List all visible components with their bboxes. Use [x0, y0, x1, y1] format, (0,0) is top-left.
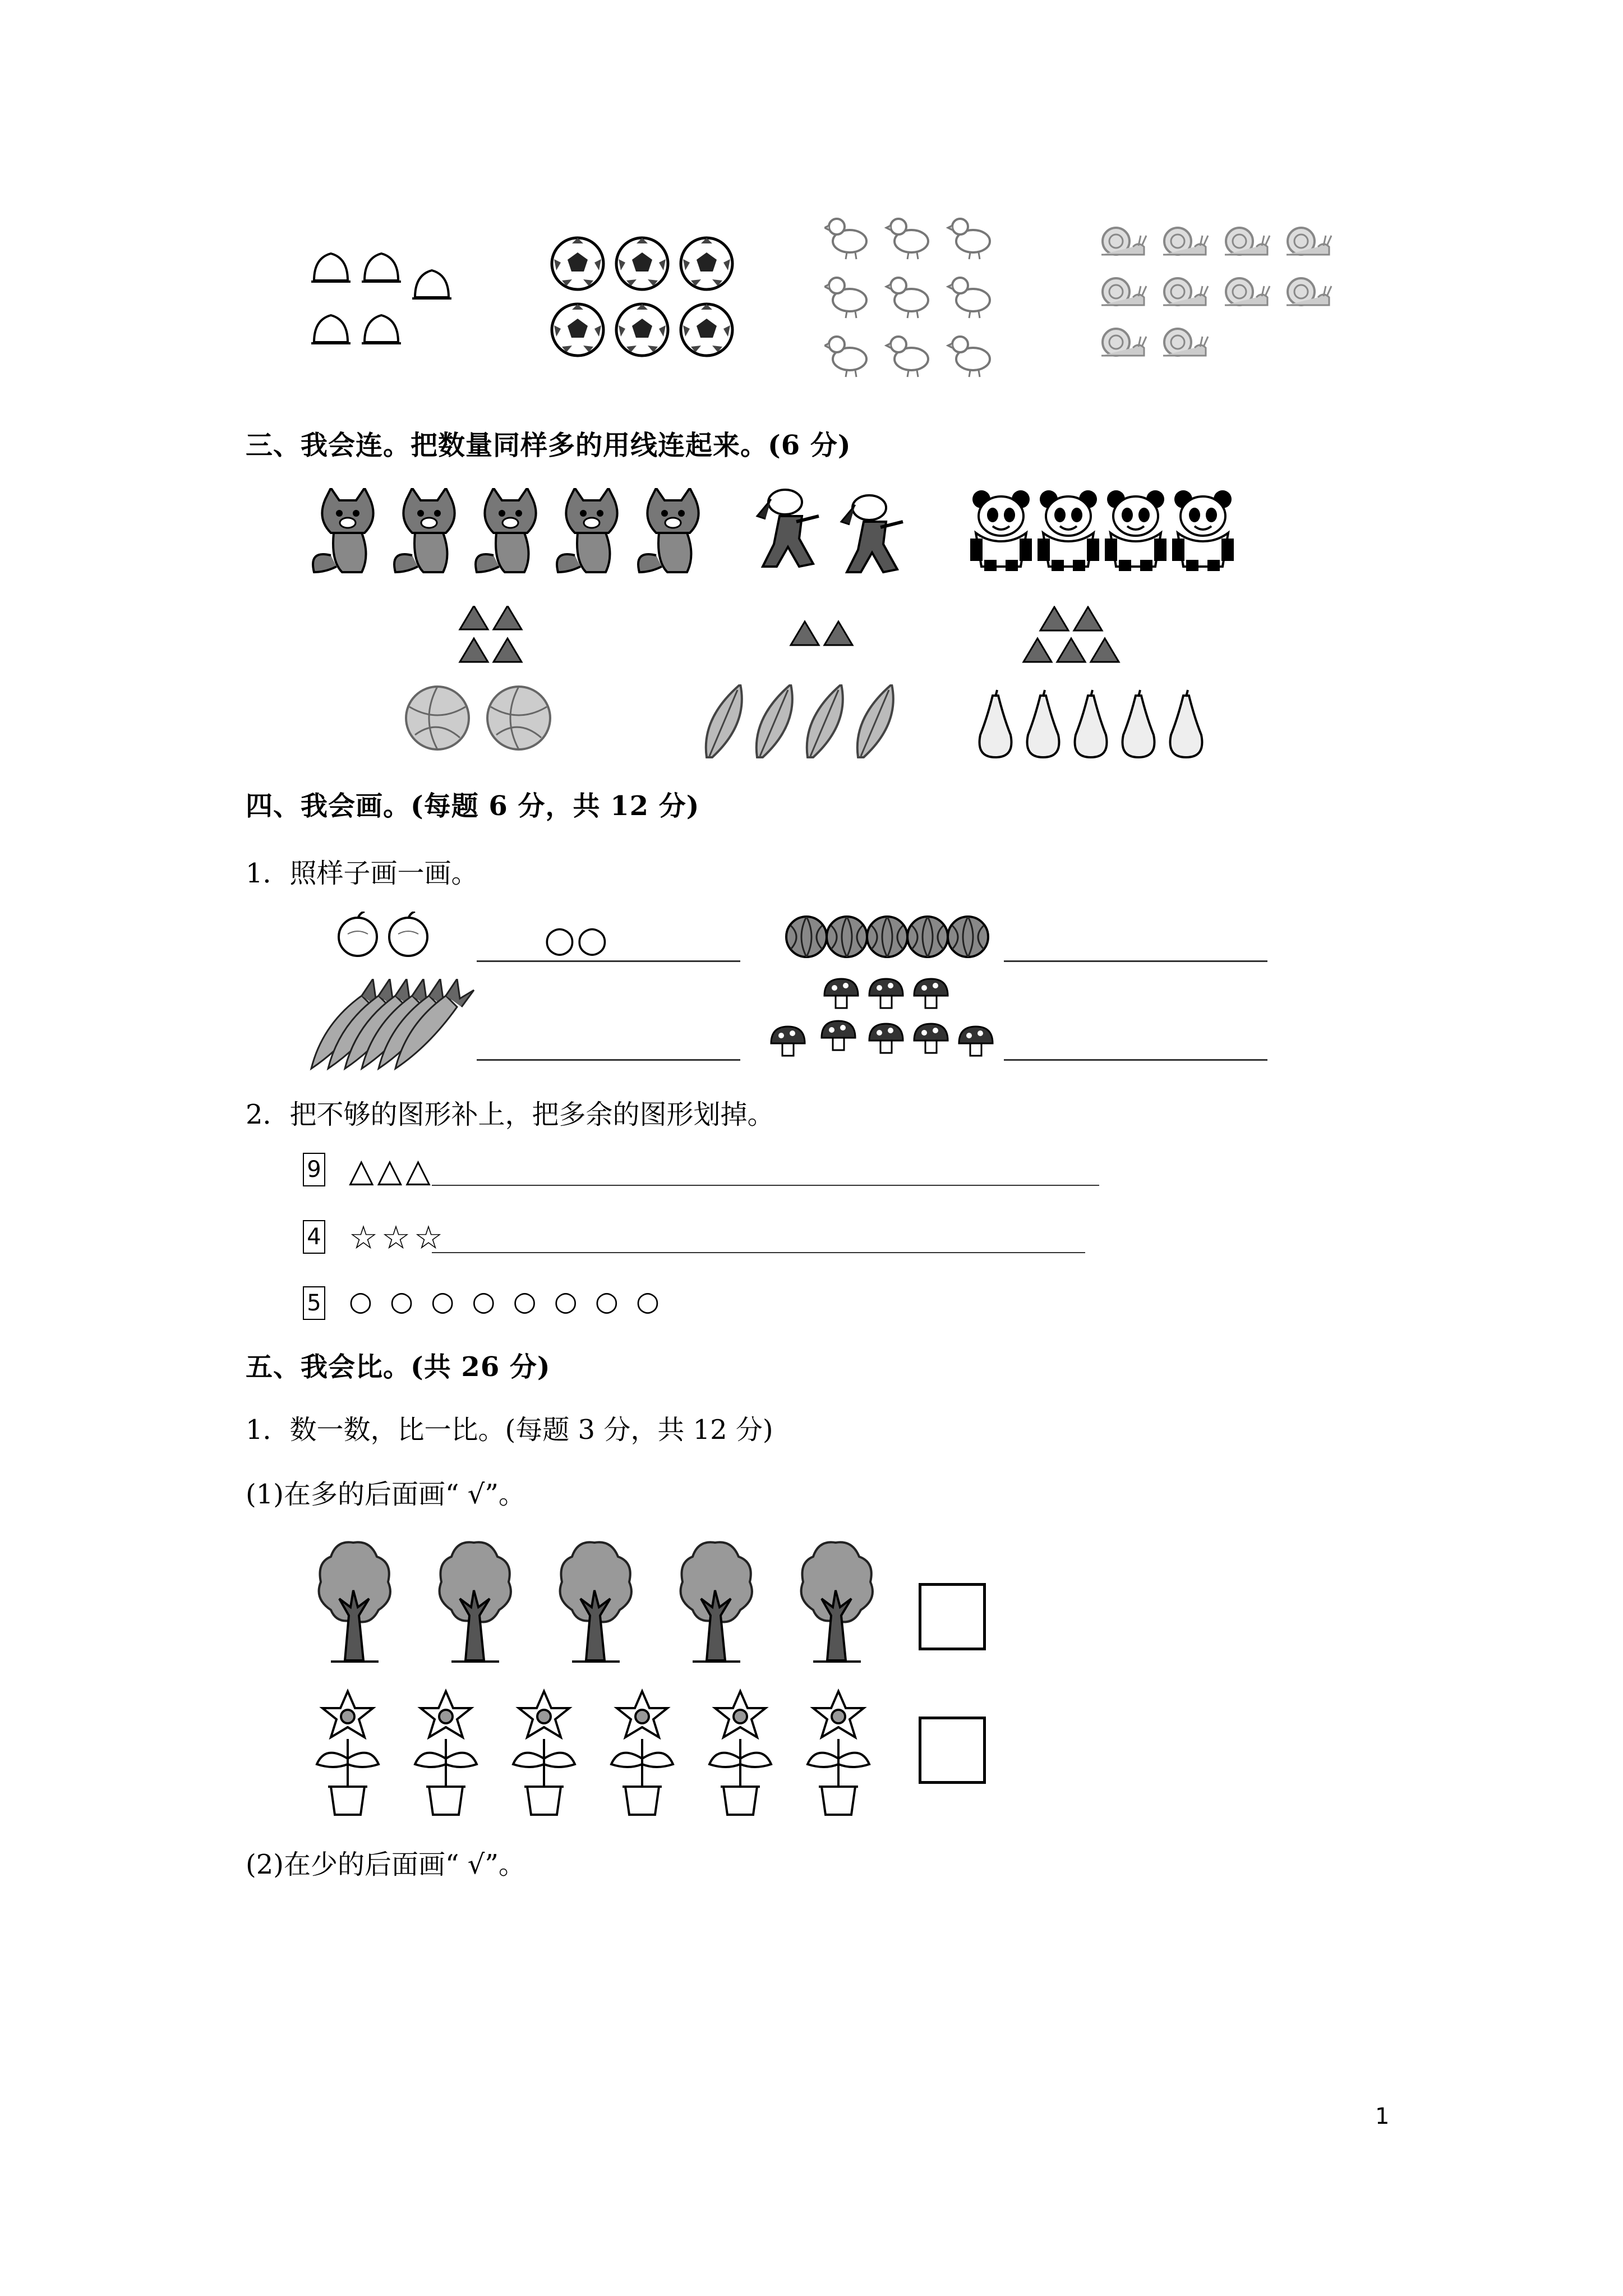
triangle-icon: [494, 606, 522, 629]
q2-triangles: △△△: [349, 1151, 434, 1189]
q2-circles: ○ ○ ○ ○ ○ ○ ○ ○: [349, 1286, 664, 1317]
section5-question-1: 1．数一数，比一比。(每题 3 分，共 12 分): [246, 1414, 773, 1446]
mushroom-icon: [959, 1027, 993, 1056]
tree-icon: [560, 1542, 631, 1662]
section4-question-2: 2．把不够的图形补上，把多余的图形划掉。: [246, 1099, 774, 1130]
soccer-ball-icon: [681, 238, 732, 289]
pear-icon: [1075, 690, 1107, 757]
section4-question-1: 1．照样子画一画。: [246, 858, 478, 889]
watermelon-icon: [907, 917, 948, 957]
section4-title: 四、我会画。(每题 6 分，共 12 分): [246, 790, 700, 822]
snail-icon: [1101, 228, 1146, 255]
watermelon-group: [785, 914, 1015, 965]
watermelon-icon: [948, 917, 988, 957]
peach-icon: [311, 315, 351, 343]
duck-icon: [824, 278, 866, 318]
peach-icon: [412, 270, 451, 298]
snail-icon: [1225, 228, 1270, 255]
pear-icon: [1170, 690, 1202, 757]
basketball-icon: [487, 687, 550, 749]
peach-icon: [362, 315, 401, 343]
snail-icon: [1287, 278, 1331, 305]
apple-icon: [389, 912, 427, 956]
apple-group: [336, 912, 449, 962]
leaf-icon: [857, 684, 893, 757]
soccer-ball-icon: [681, 304, 732, 356]
fox-icon: [476, 488, 536, 572]
duck-icon: [824, 219, 866, 259]
snail-icon: [1163, 228, 1208, 255]
answer-box-flowers[interactable]: [919, 1717, 986, 1784]
fox-group: [308, 488, 746, 583]
mushroom-icon: [869, 1024, 903, 1053]
q2-line-1[interactable]: [432, 1185, 1099, 1186]
dog-icon: [757, 490, 819, 567]
snail-icon: [1163, 278, 1208, 305]
flower-pot-group: [311, 1686, 900, 1820]
triangle-group-2: [791, 622, 852, 645]
leaf-icon: [757, 684, 792, 757]
mushroom-icon: [869, 979, 903, 1008]
triangle-group-4: [460, 606, 522, 662]
snail-group: [1099, 224, 1352, 393]
triangle-icon: [1040, 607, 1068, 631]
duck-icon: [886, 278, 928, 318]
basketball-icon: [406, 687, 469, 749]
tree-icon: [440, 1542, 511, 1662]
duck-icon: [886, 219, 928, 259]
panda-group: [970, 488, 1251, 578]
tree-icon: [319, 1542, 390, 1662]
flower-pot-icon: [709, 1691, 771, 1815]
triangle-icon: [1091, 638, 1119, 662]
sample-answer: ○○: [544, 919, 609, 960]
mushroom-icon: [771, 1027, 805, 1056]
triangle-icon: [1023, 638, 1052, 662]
section5-title: 五、我会比。(共 26 分): [246, 1351, 551, 1383]
mushroom-icon: [822, 1021, 855, 1050]
flower-pot-icon: [611, 1691, 673, 1815]
triangle-groups: [449, 606, 1178, 673]
page-number: 1: [1375, 2104, 1390, 2129]
snail-icon: [1225, 278, 1270, 305]
dog-icon: [841, 495, 903, 572]
watermelon-icon: [867, 917, 907, 957]
leaf-icon: [807, 684, 843, 757]
peach-icon: [311, 254, 351, 282]
watermelon-icon: [827, 917, 867, 957]
answer-line-2[interactable]: [1004, 960, 1267, 962]
flower-pot-icon: [415, 1691, 477, 1815]
leaf-icon: [706, 684, 742, 757]
mushroom-group: [768, 976, 1009, 1071]
soccer-ball-icon: [616, 238, 668, 289]
triangle-icon: [494, 638, 522, 662]
top-illustration-row: [303, 213, 1346, 398]
section5-question-1b: (2)在少的后面画“ √”。: [246, 1849, 525, 1880]
tree-icon: [681, 1542, 752, 1662]
section5-question-1a: (1)在多的后面画“ √”。: [246, 1479, 525, 1510]
panda-icon: [1038, 490, 1099, 571]
triangle-icon: [460, 606, 488, 629]
section3-objects-row: [404, 684, 1245, 763]
soccer-ball-icon: [552, 304, 603, 356]
flower-pot-icon: [808, 1691, 869, 1815]
duck-icon: [948, 278, 990, 318]
fox-icon: [394, 488, 455, 572]
duck-icon: [886, 337, 928, 377]
q2-line-2[interactable]: [432, 1252, 1085, 1253]
panda-icon: [1172, 490, 1234, 571]
q2-stars: ☆☆☆: [349, 1218, 446, 1257]
fox-icon: [313, 488, 374, 572]
duck-icon: [948, 337, 990, 377]
soccer-ball-icon: [552, 238, 603, 289]
triangle-icon: [791, 622, 819, 645]
panda-icon: [970, 490, 1032, 571]
panda-icon: [1105, 490, 1166, 571]
fox-icon: [638, 488, 699, 572]
q2-number-box: 5: [303, 1286, 325, 1320]
tree-icon: [801, 1542, 873, 1662]
pear-icon: [1027, 690, 1059, 757]
carrot-group: [306, 979, 485, 1074]
triangle-icon: [460, 638, 488, 662]
snail-icon: [1163, 329, 1208, 356]
mushroom-icon: [914, 979, 948, 1008]
q2-number-box: 9: [303, 1153, 325, 1186]
dog-group: [746, 482, 925, 583]
apple-icon: [339, 912, 377, 956]
mushroom-icon: [914, 1024, 948, 1053]
snail-icon: [1287, 228, 1331, 255]
watermelon-icon: [786, 917, 827, 957]
mushroom-icon: [824, 979, 858, 1008]
peach-icon: [362, 254, 401, 282]
duck-group: [824, 213, 1026, 393]
peach-group: [308, 247, 465, 359]
flower-pot-icon: [317, 1691, 379, 1815]
triangle-group-5: [1023, 607, 1119, 662]
answer-line-3[interactable]: [477, 1059, 740, 1061]
section3-title: 三、我会连。把数量同样多的用线连起来。(6 分): [246, 430, 851, 461]
soccer-ball-icon: [616, 304, 668, 356]
answer-line-1[interactable]: [477, 960, 740, 962]
q2-number-box: 4: [303, 1220, 325, 1254]
answer-line-4[interactable]: [1004, 1059, 1267, 1061]
duck-icon: [824, 337, 866, 377]
flower-pot-icon: [513, 1691, 575, 1815]
snail-icon: [1101, 329, 1146, 356]
answer-box-trees[interactable]: [919, 1583, 986, 1650]
duck-icon: [948, 219, 990, 259]
section3-animals-row: [308, 482, 1262, 583]
snail-icon: [1101, 278, 1146, 305]
tree-group: [314, 1537, 909, 1666]
triangle-icon: [1057, 638, 1085, 662]
triangle-icon: [1074, 607, 1102, 631]
pear-icon: [1123, 690, 1155, 757]
soccer-ball-group: [550, 236, 740, 365]
triangle-icon: [824, 622, 852, 645]
pear-icon: [980, 690, 1012, 757]
fox-icon: [557, 488, 617, 572]
